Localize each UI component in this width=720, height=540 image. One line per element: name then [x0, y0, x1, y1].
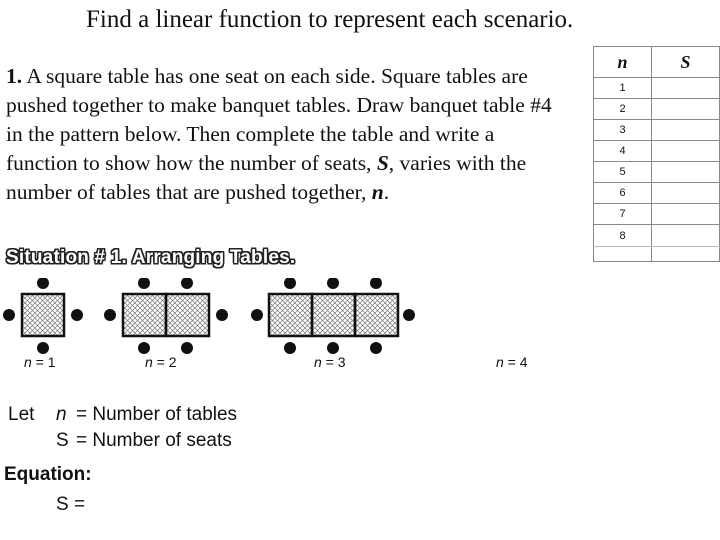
- let-word: Let: [8, 404, 35, 425]
- n-cell: 6: [594, 183, 652, 204]
- s-cell[interactable]: [652, 78, 720, 99]
- seat: [370, 342, 382, 354]
- problem-statement: [6, 62, 566, 207]
- n-variable: n: [56, 404, 67, 425]
- n-definition: = Number of tables: [76, 404, 238, 425]
- s-definition: = Number of seats: [76, 430, 232, 451]
- s-cell[interactable]: [652, 99, 720, 120]
- s-cell[interactable]: [652, 183, 720, 204]
- arrangement-n1: [3, 278, 83, 354]
- label-n2: n = 2: [145, 354, 177, 370]
- label-n1: n = 1: [24, 354, 56, 370]
- seat: [3, 309, 15, 321]
- seat: [181, 342, 193, 354]
- problem-text-3: .: [383, 180, 390, 204]
- equation-lhs: S =: [56, 494, 86, 515]
- seat: [138, 278, 150, 289]
- seat: [370, 278, 382, 289]
- n-cell: 3: [594, 120, 652, 141]
- s-variable: S: [56, 430, 69, 451]
- seat: [138, 342, 150, 354]
- square-table: [123, 294, 166, 336]
- seat: [216, 309, 228, 321]
- seat: [403, 309, 415, 321]
- n-cell: 5: [594, 162, 652, 183]
- s-cell[interactable]: [652, 141, 720, 162]
- variable-definitions: [8, 402, 237, 454]
- square-table: [22, 294, 64, 336]
- header-s: S: [652, 47, 720, 78]
- table-pattern-figure: [0, 278, 560, 358]
- page-title: Find a linear function to represent each scenario.: [86, 6, 574, 33]
- header-n: n: [594, 47, 652, 78]
- seat: [181, 278, 193, 289]
- arrangement-n3: [251, 278, 415, 354]
- s-cell[interactable]: [652, 162, 720, 183]
- var-n: n: [371, 180, 384, 204]
- situation-label: Situation # 1. Arranging Tables.: [6, 247, 296, 268]
- square-table: [312, 294, 355, 336]
- var-s: S: [376, 151, 389, 175]
- seat: [284, 342, 296, 354]
- seat: [104, 309, 116, 321]
- label-n4: n = 4: [496, 354, 528, 370]
- problem-text-1: A square table has one seat on each side. Square tables are pushed together to make banquet tables. Draw banquet table #4 in the pattern below. Then complete the table and write a function to show how the number of seats,: [6, 64, 552, 175]
- seat: [37, 342, 49, 354]
- n-s-table: [593, 46, 720, 262]
- arrangement-n2: [104, 278, 228, 354]
- s-cell[interactable]: [652, 225, 720, 247]
- square-table: [166, 294, 209, 336]
- blank-cell: [652, 247, 720, 262]
- square-table: [355, 294, 398, 336]
- seat: [327, 342, 339, 354]
- equation-label: Equation:: [4, 464, 92, 485]
- label-n3: n = 3: [314, 354, 346, 370]
- seat: [327, 278, 339, 289]
- problem-number: 1.: [6, 64, 23, 88]
- n-cell: 4: [594, 141, 652, 162]
- problem-text-2: , varies with the number of tables that are pushed together,: [6, 151, 527, 204]
- s-cell[interactable]: [652, 120, 720, 141]
- seat: [37, 278, 49, 289]
- n-cell: 2: [594, 99, 652, 120]
- n-cell: 8: [594, 225, 652, 247]
- n-cell: 7: [594, 204, 652, 225]
- blank-cell: [594, 247, 652, 262]
- seat: [71, 309, 83, 321]
- square-table: [269, 294, 312, 336]
- seat: [251, 309, 263, 321]
- seat: [284, 278, 296, 289]
- s-cell[interactable]: [652, 204, 720, 225]
- n-cell: 1: [594, 78, 652, 99]
